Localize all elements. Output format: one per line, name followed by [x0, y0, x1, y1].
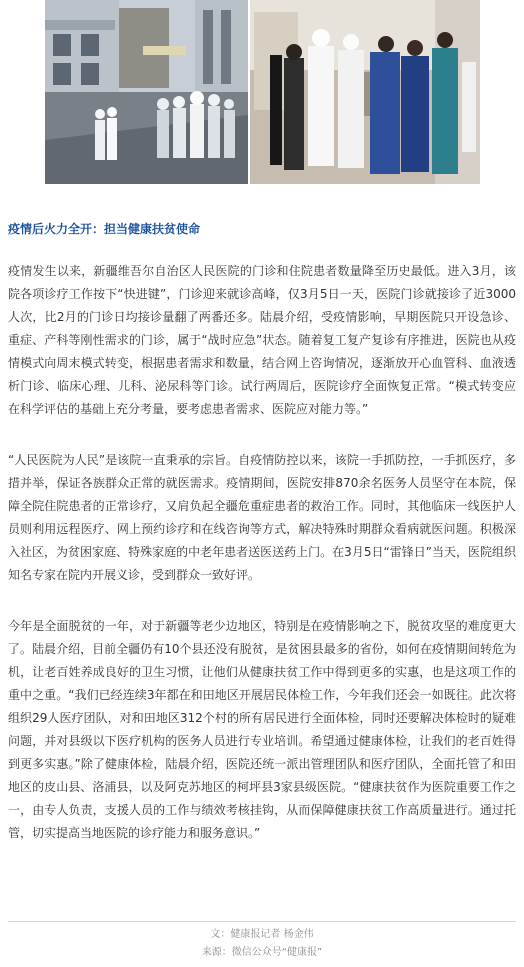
hospital-corridor-photo — [250, 0, 480, 184]
article-body — [8, 260, 516, 873]
article-paragraph: “人民医院为人民”是该院一直秉承的宗旨。自疫情防控以来，该院一手抓防控，一手抓医疗，多措并举，保证各族群众正常的就医需求。疫情期间，医院安排870余名医务人员坚守在本院，保障全院住院患者的正常诊疗，又肩负起全疆危重症患者的救治工作。同时，其他临床一线医护人员则利用远程医疗、网上预约诊疗和在线咨询等方式，解决特殊时期群众看病就医问题。积极深入社区，为贫困家庭、特殊家庭的中老年患者送医送药上门。在3月5日“雷锋日”当天，医院组织知名专家在院内开展义诊，受到群众一致好评。 — [8, 453, 516, 582]
article-paragraph: 今年是全面脱贫的一年，对于新疆等老少边地区，特别是在疫情影响之下，脱贫攻坚的难度更大了。陆晨介绍，目前全疆仍有10个县还没有脱贫，是贫困县最多的省份，如何在疫情期间转危为机，让老百姓养成良好的卫生习惯，让他们从健康扶贫工作中得到更多的实惠，也是这项工作的重中之重。“我们已经连续3年都在和田地区开展居民体检工作，今年我们还会一如既往。此次将组织29人医疗团队，对和田地区312个村的所有居民进行全面体检，同时还要解决体检时的疑难问题，并对县级以下医疗机构的医务人员进行专业培训。希望通过健康体检，让我们的老百姓得到更多实惠。”除了健康体检，陆晨介绍，医院还统一派出管理团队和医疗团队，全面托管了和田地区的皮山县、洛浦县，以及阿克苏地区的柯坪县3家县级医院。“健康扶贫作为医院重要工作之一，由专人负责，支援人员的工作与绩效考核挂钩，从而保障健康扶贫工作高质量进行。通过托管，切实提高当地医院的诊疗能力和服务意识。” — [8, 619, 516, 840]
street-medical-team-photo — [45, 0, 248, 184]
credits-divider — [8, 921, 516, 922]
source-line: 来源：微信公众号“健康报” — [201, 947, 323, 958]
header-photo-strip — [45, 0, 480, 184]
article-headline: 疫情后火力全开：担当健康扶贫使命 — [8, 222, 201, 236]
article-paragraph: 疫情发生以来，新疆维吾尔自治区人民医院的门诊和住院患者数量降至历史最低。进入3月，该院各项诊疗工作按下“快进键”，门诊迎来就诊高峰，仅3月5日一天，医院门诊就接诊了近3000人次，比2月的门诊日均接诊量翻了两番还多。陆晨介绍，受疫情影响，早期医院只开设急诊、重症、产科等刚性需求的门诊，属于“战时应急”状态。随着复工复产复诊有序推进，医院也从疫情模式向周末模式转变，根据患者需求和数量，结合网上咨询情况，逐渐放开心血管科、血液透析门诊、临床心理、儿科、泌尿科等门诊。试行两周后，医院诊疗全面恢复正常。“模式转变应在科学评估的基础上充分考量，要考虑患者需求、医院应对能力等。” — [8, 264, 516, 416]
article-credits — [0, 926, 524, 962]
byline: 文：健康报记者 杨金伟 — [210, 929, 314, 940]
